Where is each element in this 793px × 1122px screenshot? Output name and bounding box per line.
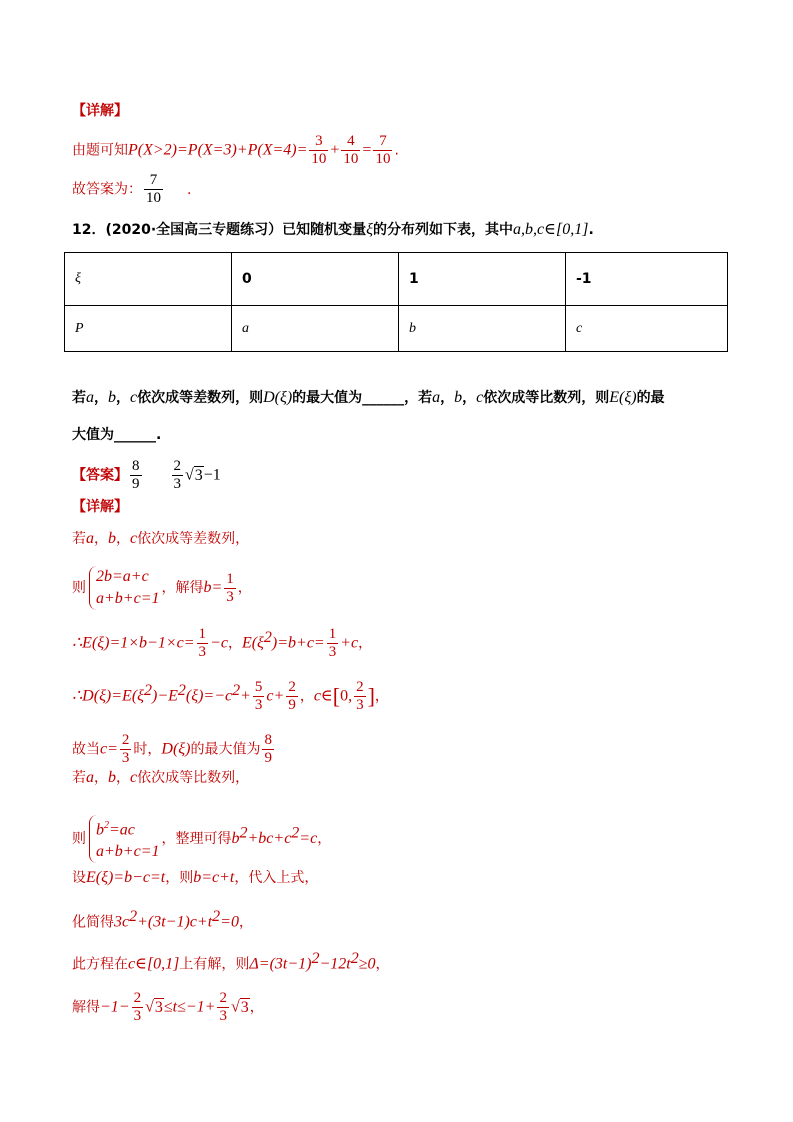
table-cell: a — [232, 306, 399, 352]
detail-title-1: 【详解】 — [72, 103, 128, 119]
detail2-line4: $\therefore D(\xi)=E(\xi^2)-E^2(\xi)=-c^2+$ $\frac{5}{3}$ c+ $\frac{2}{9}$ ，c∈[0, $\frac{2}{3}$ ]， — [72, 679, 389, 713]
detail-title-2: 【详解】 — [72, 499, 128, 515]
distribution-table — [64, 252, 728, 352]
table-cell: ξ — [65, 253, 232, 306]
question-12-stem: 12．(2020·全国高三专题练习）已知随机变量ξ的分布列如下表，其中a,b,c∈[0,1]. — [72, 221, 594, 238]
detail2-line7: 则 $b^2=ac$ a+b+c=1 ，整理可得$b^2+bc+c^2=c$， — [72, 815, 331, 863]
detail2-line10: 此方程在c∈[0,1]上有解，则$\Delta=(3t-1)^2-12t^2\ge 0$， — [72, 950, 390, 973]
table-row — [65, 306, 728, 352]
answer-fraction: $\frac{7}{10}$ — [146, 172, 161, 206]
detail2-line3: ∴E(ξ)=1×b−1×c= $\frac{1}{3}$ −c，$E(\xi^2)=b+c=$ $\frac{1}{3}$ +c， — [72, 626, 373, 660]
question-12-text-2: 大值为______. — [72, 427, 162, 443]
detail2-line8: 设E(ξ)=b−c=t，则b=c+t，代入上式， — [72, 869, 319, 886]
fraction-7-10: $\frac{7}{10}$ — [375, 133, 391, 167]
detail2-line5: 故当c= $\frac{2}{3}$ 时，D(ξ)的最大值为 $\frac{8}{9}$ — [72, 732, 272, 766]
table-cell: c — [566, 306, 728, 352]
probability-expression: P(X>2)=P(X=3)+P(X=4)= — [128, 141, 308, 159]
table-cell: -1 — [566, 253, 728, 306]
equation-system-2: $b^2=ac$ a+b+c=1 — [89, 815, 160, 863]
answer-line: 【答案】 $\frac{8}{9}$ $\frac{2}{3}$ √3−1 — [72, 458, 221, 492]
equation-system-1: 2b=a+c a+b+c=1 — [89, 566, 160, 610]
table-cell: b — [399, 306, 566, 352]
answer-label: 【答案】 — [72, 467, 128, 484]
fraction-4-10: $\frac{4}{10}$ — [343, 133, 359, 167]
detail2-line6: 若a，b，c依次成等比数列， — [72, 769, 250, 786]
detail1-answer: 故答案为： $\frac{7}{10}$ . — [72, 172, 192, 206]
fraction-3-10: $\frac{3}{10}$ — [311, 133, 327, 167]
detail2-line9: 化简得$3c^2+(3t-1)c+t^2=0$， — [72, 908, 253, 931]
detail1-line1: 由题可知P(X>2)=P(X=3)+P(X=4)= $\frac{3}{10}$ + $\frac{4}{10}$ = $\frac{7}{10}$ . — [72, 133, 399, 167]
answer-1-fraction: $\frac{8}{9}$ — [132, 458, 140, 492]
detail2-line11: 解得−1− $\frac{2}{3}$ √3≤t≤−1+ $\frac{2}{3}$ √3， — [72, 990, 264, 1024]
table-cell: 1 — [399, 253, 566, 306]
table-cell: 0 — [232, 253, 399, 306]
detail2-line2: 则 2b=a+c a+b+c=1 ，解得b= $\frac{1}{3}$ ， — [72, 566, 252, 610]
detail2-line1: 若a，b，c依次成等差数列， — [72, 530, 250, 547]
question-12-text-1: 若a，b，c依次成等差数列，则D(ξ)的最大值为______，若a，b，c依次成等比数列，则E(ξ)的最 — [72, 389, 665, 406]
table-cell: P — [65, 306, 232, 352]
answer-2-fraction: $\frac{2}{3}$ — [173, 458, 181, 492]
table-row — [65, 253, 728, 306]
